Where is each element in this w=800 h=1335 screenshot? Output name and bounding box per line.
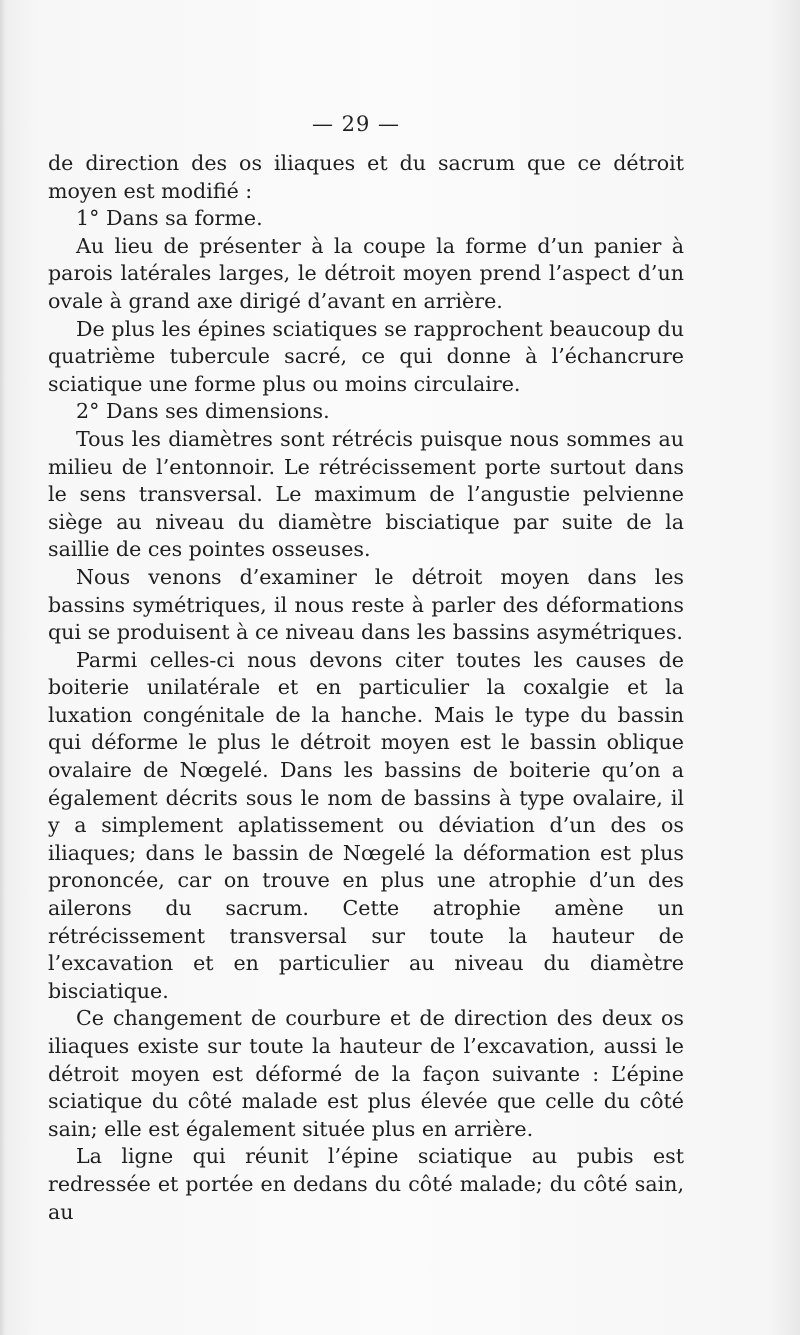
- section-heading-forme: 1° Dans sa forme.: [76, 206, 263, 231]
- paragraph: Nous venons d’examiner le détroit moyen dans les bassins symétriques, il nous reste à parler des déformations qui se produisent à ce niveau dans les bassins asymétriques.: [48, 564, 684, 645]
- paragraph-continuation: de direction des os iliaques et du sacrum que ce détroit moyen est modifié :: [48, 151, 684, 203]
- paragraph: Au lieu de présenter à la coupe la forme d’un panier à parois latérales larges, le détroit moyen prend l’aspect d’un ovale à grand axe dirigé d’avant en arrière.: [48, 233, 684, 313]
- paragraph: Tous les diamètres sont rétrécis puisque nous sommes au milieu de l’entonnoir. Le rétrécissement porte surtout dans le sens transversal. Le maximum de l’angustie pelvienne siège au niveau du diamètre bisciatique par suite de la saillie de ces pointes osseuses.: [48, 426, 684, 562]
- paragraph: Parmi celles-ci nous devons citer toutes les causes de boiterie unilatérale et en particulier la coxalgie et la luxation congénitale de la hanche. Mais le type du bassin qui déforme le plus le détroit moyen est le bassin oblique ovalaire de Nœgelé. Dans les bassins de boiterie qu’on a également décrits sous le nom de bassins à type ovalaire, il y a simplement aplatissement ou déviation d’un des os iliaques; dans le bassin de Nœgelé la déformation est plus prononcée, car on trouve en plus une atrophie d’un des ailerons du sacrum. Cette atrophie amène un rétrécissement transversal sur toute la hauteur de l’excavation et en particulier au niveau du diamètre bisciatique.: [48, 647, 684, 1003]
- section-heading-dimensions: 2° Dans ses dimensions.: [76, 399, 330, 424]
- body-text: [48, 150, 684, 1226]
- paragraph: La ligne qui réunit l’épine sciatique au pubis est redressée et portée en dedans du côté malade; du côté sain, au: [48, 1144, 684, 1224]
- page-number: — 29 —: [311, 112, 401, 136]
- paragraph: De plus les épines sciatiques se rapprochent beaucoup du quatrième tubercule sacré, ce qui donne à l’échancrure sciatique une forme plus ou moins circulaire.: [48, 316, 684, 396]
- paragraph: Ce changement de courbure et de direction des deux os iliaques existe sur toute la hauteur de l’excavation, aussi le détroit moyen est déformé de la façon suivante : L’épine sciatique du côté malade est plus élevée que celle du côté sain; elle est également située plus en arrière.: [48, 1006, 684, 1141]
